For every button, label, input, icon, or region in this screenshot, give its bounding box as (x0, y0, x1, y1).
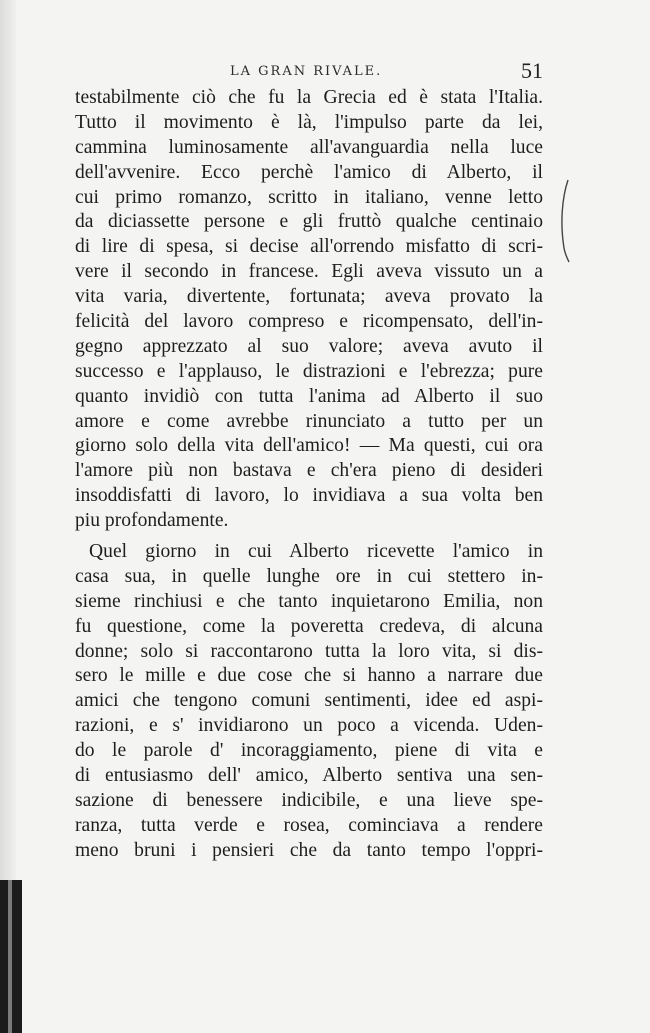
text-line: casa sua, in quelle lunghe ore in cui stettero in- (75, 565, 543, 587)
text-line: di lire di spesa, si decise all'orrendo misfatto di scri- (75, 236, 543, 258)
text-line: insoddisfatti di lavoro, lo invidiava a sua volta ben (75, 485, 543, 507)
text-line: cammina luminosamente all'avanguardia nella luce (75, 136, 543, 158)
text-line: giorno solo della vita dell'amico! — Ma questi, cui ora (75, 435, 543, 457)
page-header (75, 58, 543, 88)
text-line: ranza, tutta verde e rosea, cominciava a rendere (75, 814, 543, 836)
text-line: successo e l'applauso, le distrazioni e l'ebrezza; pure (75, 360, 543, 382)
text-line: piu profondamente. (75, 510, 229, 532)
text-line: donne; solo si raccontarono tutta la loro vita, si dis- (75, 640, 543, 662)
text-line: sieme rinchiusi e che tanto inquietarono Emilia, non (75, 590, 543, 612)
paragraph-1 (75, 86, 543, 534)
text-line: vita varia, divertente, fortunata; aveva provato la (75, 286, 543, 308)
text-line: l'amore più non bastava e ch'era pieno di desideri (75, 460, 543, 482)
text-line: testabilmente ciò che fu la Grecia ed è stata l'Italia. (75, 87, 543, 108)
text-line: sazione di benessere indicibile, e una lieve spe- (75, 789, 543, 811)
text-line: meno bruni i pensieri che da tanto tempo l'oppri- (75, 839, 543, 861)
text-line: amici che tengono comuni sentimenti, idee ed aspi- (75, 690, 543, 712)
text-line: cui primo romanzo, scritto in italiano, venne letto (75, 186, 543, 208)
text-line: felicità del lavoro compreso e ricompensato, dell'in- (75, 311, 543, 333)
running-head: LA GRAN RIVALE. (230, 64, 383, 79)
text-line: quanto invidiò con tutta l'anima ad Alberto il suo (75, 385, 543, 407)
text-line: di entusiasmo dell' amico, Alberto sentiva una sen- (75, 765, 543, 787)
body-text (75, 86, 543, 864)
text-line: vere il secondo in francese. Egli aveva vissuto un a (75, 261, 543, 283)
text-line: fu questione, come la poveretta credeva, di alcuna (75, 615, 543, 637)
text-line: Quel giorno in cui Alberto ricevette l'amico in (89, 541, 543, 563)
page-number: 51 (521, 58, 543, 83)
paragraph-2 (75, 540, 543, 864)
text-line: gegno apprezzato al suo valore; aveva avuto il (75, 335, 543, 357)
text-line: dell'avvenire. Ecco perchè l'amico di Alberto, il (75, 161, 543, 183)
binding-strip (0, 880, 22, 1033)
text-line: razioni, e s' invidiarono un poco a vicenda. Uden- (75, 715, 543, 737)
text-line: do le parole d' incoraggiamento, piene di vita e (75, 740, 543, 762)
text-line: da diciassette persone e gli fruttò qualche centinaio (75, 211, 543, 233)
text-line: amore e come avrebbe rinunciato a tutto per un (75, 410, 543, 432)
text-line: Tutto il movimento è là, l'impulso parte da lei, (75, 111, 543, 133)
margin-pencil-mark-icon (556, 178, 572, 264)
text-line: sero le mille e due cose che si hanno a narrare due (75, 665, 543, 687)
scan-shadow-edge (0, 0, 16, 1033)
